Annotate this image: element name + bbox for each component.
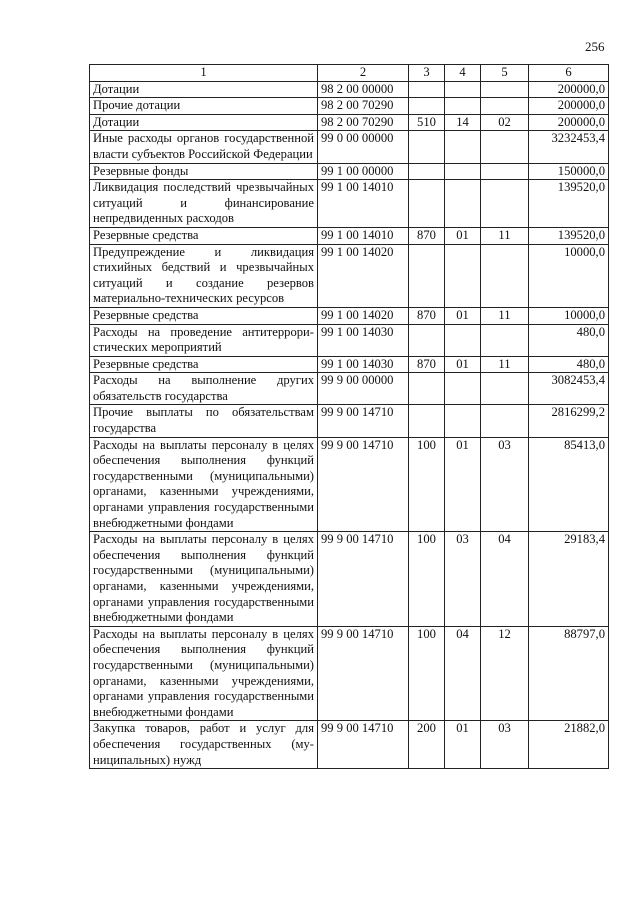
row-amount-cell: 29183,4 [529, 532, 609, 627]
row-code-cell: 99 1 00 14020 [318, 307, 409, 324]
row-col4-cell: 01 [445, 227, 481, 244]
table-row [90, 98, 609, 115]
row-name-cell: Резервные средства [90, 356, 318, 373]
row-code-cell: 99 1 00 14030 [318, 356, 409, 373]
row-col4-cell: 01 [445, 356, 481, 373]
row-name-cell: Резервные средства [90, 307, 318, 324]
row-amount-cell: 88797,0 [529, 626, 609, 721]
table-row [90, 131, 609, 163]
column-header: 1 [90, 65, 318, 82]
row-col5-cell [481, 244, 529, 307]
row-name-cell: Предупреждение и ликвидация стихийных бедствий и чрезвычайных ситуаций и создание резервов материально-технических ресурсов [90, 244, 318, 307]
row-amount-cell: 150000,0 [529, 163, 609, 180]
column-header: 4 [445, 65, 481, 82]
row-col3-cell: 870 [409, 356, 445, 373]
row-col4-cell [445, 131, 481, 163]
row-col3-cell [409, 405, 445, 437]
row-col5-cell [481, 163, 529, 180]
table-row [90, 227, 609, 244]
table-row [90, 721, 609, 769]
row-name-cell: Ликвидация последствий чрезвычайных ситуаций и финансирование непредвиденных расходов [90, 180, 318, 228]
row-code-cell: 99 1 00 14010 [318, 180, 409, 228]
row-amount-cell: 2816299,2 [529, 405, 609, 437]
row-col3-cell: 100 [409, 532, 445, 627]
row-name-cell: Расходы на выполнение других обязательств государства [90, 373, 318, 405]
row-col5-cell [481, 81, 529, 98]
row-amount-cell: 3082453,4 [529, 373, 609, 405]
row-code-cell: 99 9 00 14710 [318, 437, 409, 532]
column-header: 3 [409, 65, 445, 82]
table-row [90, 532, 609, 627]
table-row [90, 81, 609, 98]
row-name-cell: Расходы на выплаты персоналу в целях обеспечения выполнения функций государственными (муниципальными) органами, казенными учреждениями, органами управления государственными внебюджетными фондами [90, 532, 318, 627]
row-col5-cell: 03 [481, 721, 529, 769]
row-col3-cell: 870 [409, 227, 445, 244]
row-col5-cell: 04 [481, 532, 529, 627]
table-body [90, 81, 609, 769]
row-name-cell: Резервные средства [90, 227, 318, 244]
row-col3-cell [409, 244, 445, 307]
table-row [90, 163, 609, 180]
row-name-cell: Закупка товаров, работ и услуг для обеспечения государственных (муниципальных) нужд [90, 721, 318, 769]
row-amount-cell: 85413,0 [529, 437, 609, 532]
row-col5-cell [481, 131, 529, 163]
column-header: 6 [529, 65, 609, 82]
row-col3-cell: 510 [409, 114, 445, 131]
table-row [90, 437, 609, 532]
table-row [90, 324, 609, 356]
row-code-cell: 99 1 00 14030 [318, 324, 409, 356]
table-row [90, 626, 609, 721]
row-col4-cell [445, 81, 481, 98]
row-code-cell: 99 1 00 14010 [318, 227, 409, 244]
row-name-cell: Иные расходы органов государственной власти субъектов Российской Федерации [90, 131, 318, 163]
row-col4-cell [445, 98, 481, 115]
row-col5-cell [481, 98, 529, 115]
row-code-cell: 99 9 00 14710 [318, 532, 409, 627]
row-amount-cell: 139520,0 [529, 180, 609, 228]
row-amount-cell: 10000,0 [529, 307, 609, 324]
column-header: 5 [481, 65, 529, 82]
page-number: 256 [585, 39, 605, 54]
row-code-cell: 99 1 00 14020 [318, 244, 409, 307]
row-col5-cell [481, 180, 529, 228]
row-code-cell: 99 0 00 00000 [318, 131, 409, 163]
table-row [90, 180, 609, 228]
table-row [90, 244, 609, 307]
row-code-cell: 98 2 00 00000 [318, 81, 409, 98]
row-col4-cell: 01 [445, 721, 481, 769]
row-code-cell: 99 9 00 00000 [318, 373, 409, 405]
row-amount-cell: 10000,0 [529, 244, 609, 307]
row-col3-cell [409, 180, 445, 228]
row-col5-cell: 12 [481, 626, 529, 721]
row-col5-cell: 03 [481, 437, 529, 532]
row-name-cell: Расходы на выплаты персоналу в целях обеспечения выполнения функций государственными (муниципальными) органами, казенными учреждениями, органами управления государственными внебюджетными фондами [90, 626, 318, 721]
row-col3-cell: 870 [409, 307, 445, 324]
row-code-cell: 98 2 00 70290 [318, 114, 409, 131]
column-header: 2 [318, 65, 409, 82]
budget-table [89, 64, 609, 769]
row-amount-cell: 3232453,4 [529, 131, 609, 163]
table-row [90, 356, 609, 373]
row-amount-cell: 200000,0 [529, 81, 609, 98]
row-code-cell: 98 2 00 70290 [318, 98, 409, 115]
row-col3-cell [409, 98, 445, 115]
row-col5-cell: 02 [481, 114, 529, 131]
row-amount-cell: 21882,0 [529, 721, 609, 769]
row-code-cell: 99 9 00 14710 [318, 626, 409, 721]
row-col4-cell: 01 [445, 437, 481, 532]
table-row [90, 405, 609, 437]
table-header-row [90, 65, 609, 82]
row-code-cell: 99 1 00 00000 [318, 163, 409, 180]
table-row [90, 307, 609, 324]
row-col4-cell: 01 [445, 307, 481, 324]
row-amount-cell: 139520,0 [529, 227, 609, 244]
row-col4-cell [445, 405, 481, 437]
row-col3-cell [409, 324, 445, 356]
row-col3-cell [409, 163, 445, 180]
row-col5-cell: 11 [481, 356, 529, 373]
row-name-cell: Резервные фонды [90, 163, 318, 180]
row-col5-cell [481, 373, 529, 405]
row-col4-cell [445, 163, 481, 180]
row-name-cell: Дотации [90, 81, 318, 98]
row-col5-cell: 11 [481, 227, 529, 244]
row-col3-cell: 100 [409, 437, 445, 532]
row-col3-cell: 200 [409, 721, 445, 769]
row-amount-cell: 200000,0 [529, 98, 609, 115]
row-name-cell: Расходы на выплаты персоналу в целях обеспечения выполнения функций государственными (муниципальными) органами, казенными учреждениями, органами управления государственными внебюджетными фондами [90, 437, 318, 532]
row-code-cell: 99 9 00 14710 [318, 405, 409, 437]
row-col5-cell [481, 324, 529, 356]
row-amount-cell: 480,0 [529, 356, 609, 373]
row-col4-cell: 14 [445, 114, 481, 131]
row-col3-cell: 100 [409, 626, 445, 721]
row-col4-cell: 04 [445, 626, 481, 721]
row-col5-cell: 11 [481, 307, 529, 324]
row-col4-cell [445, 180, 481, 228]
row-col3-cell [409, 373, 445, 405]
row-col3-cell [409, 131, 445, 163]
row-col3-cell [409, 81, 445, 98]
row-col4-cell [445, 244, 481, 307]
row-code-cell: 99 9 00 14710 [318, 721, 409, 769]
row-name-cell: Дотации [90, 114, 318, 131]
row-amount-cell: 480,0 [529, 324, 609, 356]
row-amount-cell: 200000,0 [529, 114, 609, 131]
row-col4-cell [445, 373, 481, 405]
row-name-cell: Прочие дотации [90, 98, 318, 115]
row-name-cell: Прочие выплаты по обязательствам государства [90, 405, 318, 437]
row-col4-cell: 03 [445, 532, 481, 627]
table-row [90, 373, 609, 405]
row-col4-cell [445, 324, 481, 356]
row-name-cell: Расходы на проведение антитеррористических мероприятий [90, 324, 318, 356]
table-row [90, 114, 609, 131]
row-col5-cell [481, 405, 529, 437]
